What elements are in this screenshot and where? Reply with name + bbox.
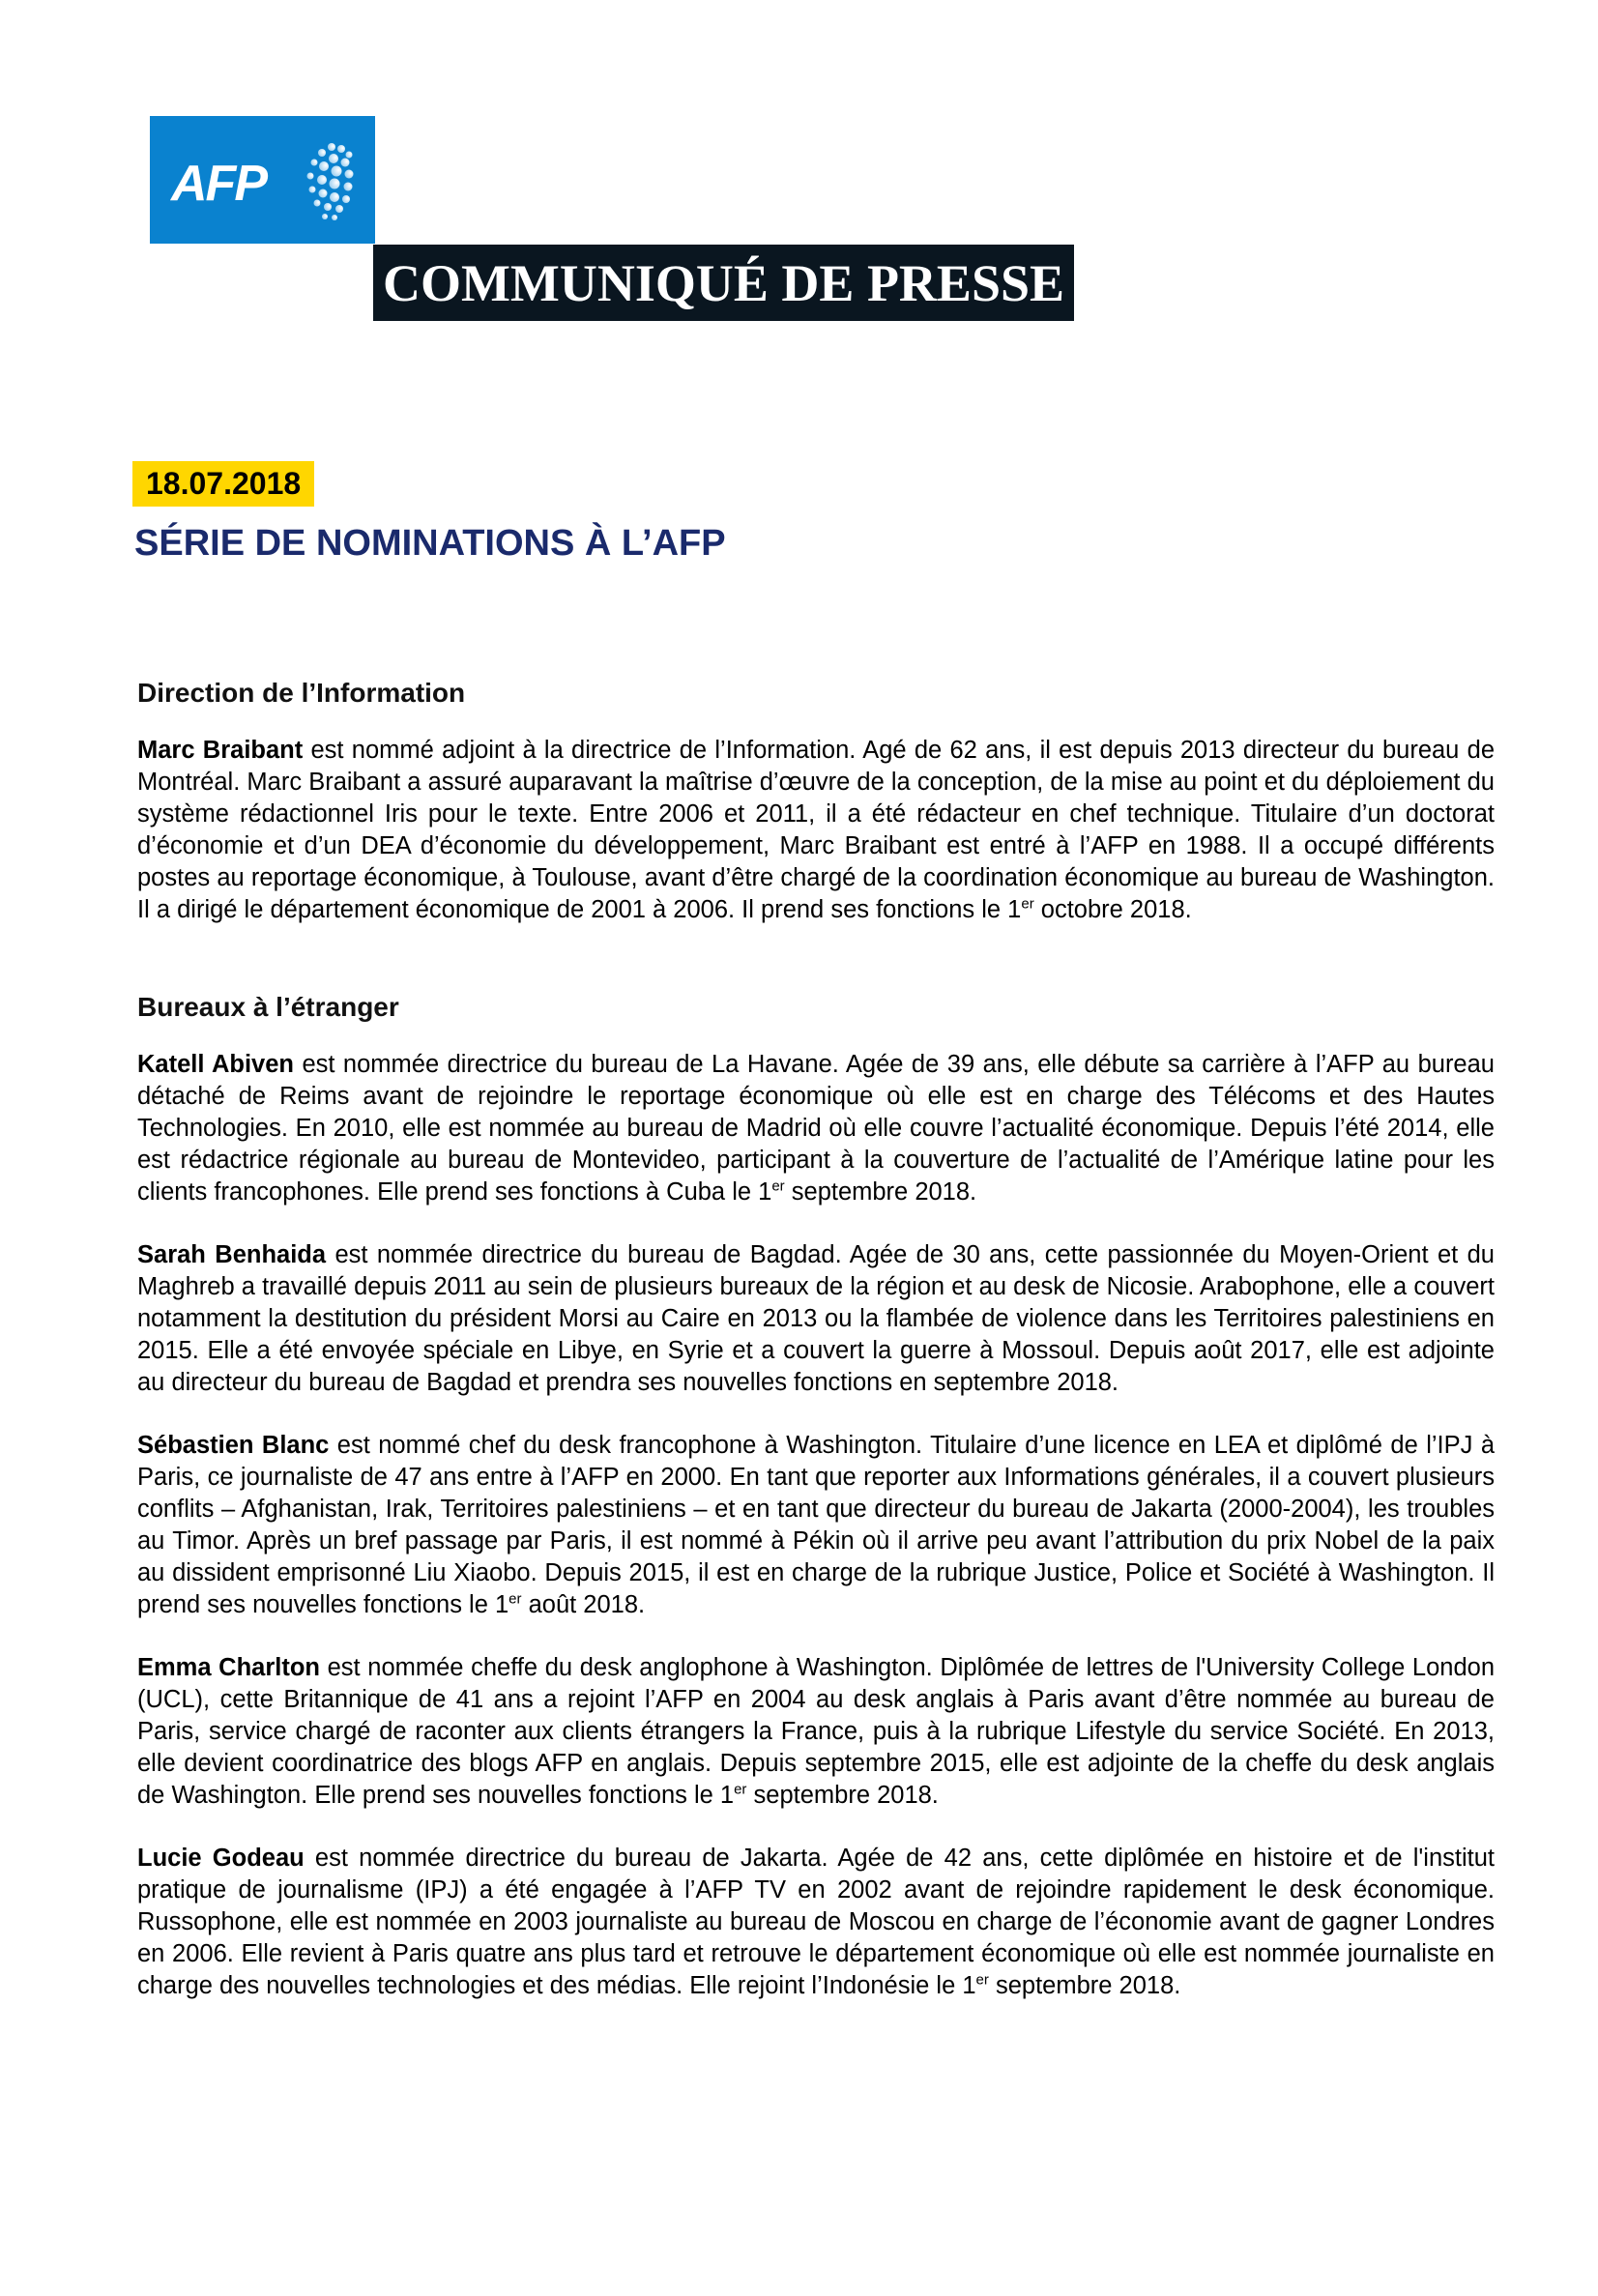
- date-badge: 18.07.2018: [132, 461, 314, 507]
- nomination-paragraph: [137, 1239, 1495, 1399]
- section-heading: Bureaux à l’étranger: [137, 992, 399, 1022]
- ordinal-suffix: er: [771, 1177, 785, 1195]
- person-name: Sarah Benhaida: [137, 1241, 327, 1268]
- paragraph-text-end: octobre 2018.: [1033, 896, 1192, 923]
- banner-label: COMMUNIQUÉ DE PRESSE: [382, 253, 1065, 312]
- afp-logo: [150, 116, 375, 244]
- globe-icon: [293, 135, 359, 224]
- nomination-paragraph: [137, 1652, 1495, 1812]
- section-direction-information: [137, 677, 1495, 926]
- section-bureaux-etranger: [137, 991, 1495, 2002]
- paragraph-text-end: août 2018.: [521, 1591, 646, 1618]
- ordinal-suffix: er: [734, 1781, 747, 1798]
- nomination-paragraph: [137, 1049, 1495, 1208]
- paragraph-text-end: septembre 2018.: [988, 1972, 1181, 1999]
- page-title: SÉRIE DE NOMINATIONS À L’AFP: [134, 523, 726, 564]
- nomination-paragraph: [137, 735, 1495, 926]
- ordinal-suffix: er: [975, 1971, 989, 1989]
- nomination-paragraph: [137, 1843, 1495, 2002]
- person-name: Marc Braibant: [137, 737, 304, 764]
- person-name: Emma Charlton: [137, 1654, 320, 1681]
- paragraph-text: est nommée directrice du bureau de Jakarta. Agée de 42 ans, cette diplômée en histoire et de l'institut pratique de journalisme (IPJ) a été engagée à l’AFP TV en 2002 avant de rejoindre rapidement le desk économique. Russophone, elle est nommée en 2003 journaliste au bureau de Moscou en charge de l’économie avant de gagner Londres en 2006. Elle revient à Paris quatre ans plus tard et retrouve le département économique où elle est nommée journaliste en charge des nouvelles technologies et des médias. Elle rejoint l’Indonésie le 1: [137, 1845, 1495, 1999]
- person-name: Lucie Godeau: [137, 1845, 305, 1872]
- afp-logo-text: AFP: [171, 156, 266, 212]
- nomination-paragraph: [137, 1430, 1495, 1621]
- paragraph-text-end: septembre 2018.: [784, 1178, 977, 1206]
- paragraph-text-end: septembre 2018.: [746, 1782, 939, 1809]
- paragraph-text: est nommé adjoint à la directrice de l’Information. Agé de 62 ans, il est depuis 2013 directeur du bureau de Montréal. Marc Braibant a assuré auparavant la maîtrise d’œuvre de la conception, de la mise au point et du déploiement du système rédactionnel Iris pour le texte. Entre 2006 et 2011, il a été rédacteur en chef technique. Titulaire d’un doctorat d’économie et d’un DEA d’économie du développement, Marc Braibant est entré à l’AFP en 1988. Il a occupé différents postes au reportage économique, à Toulouse, avant d’être chargé de la coordination économique au bureau de Washington. Il a dirigé le département économique de 2001 à 2006. Il prend ses fonctions le 1: [137, 737, 1495, 923]
- paragraph-text: est nommé chef du desk francophone à Washington. Titulaire d’une licence en LEA et diplômé de l’IPJ à Paris, ce journaliste de 47 ans entre à l’AFP en 2000. En tant que reporter aux Informations générales, il a couvert plusieurs conflits – Afghanistan, Irak, Territoires palestiniens – et en tant que directeur du bureau de Jakarta (2000-2004), les troubles au Timor. Après un bref passage par Paris, il est nommé à Pékin où il arrive peu avant l’attribution du prix Nobel de la paix au dissident emprisonné Liu Xiaobo. Depuis 2015, il est en charge de la rubrique Justice, Police et Société à Washington. Il prend ses nouvelles fonctions le 1: [137, 1432, 1495, 1618]
- paragraph-text: est nommée directrice du bureau de La Havane. Agée de 39 ans, elle débute sa carrière à l’AFP au bureau détaché de Reims avant de rejoindre le reportage économique où elle est en charge des Télécoms et des Hautes Technologies. En 2010, elle est nommée au bureau de Madrid où elle couvre l’actualité économique. Depuis l’été 2014, elle est rédactrice régionale au bureau de Montevideo, participant à la couverture de l’actualité de l’Amérique latine pour les clients francophones. Elle prend ses fonctions à Cuba le 1: [137, 1051, 1495, 1206]
- person-name: Sébastien Blanc: [137, 1432, 330, 1459]
- document-body: [137, 677, 1495, 2033]
- person-name: Katell Abiven: [137, 1051, 294, 1078]
- ordinal-suffix: er: [1021, 895, 1034, 913]
- press-release-banner: [373, 245, 1074, 321]
- paragraph-text: est nommée directrice du bureau de Bagdad. Agée de 30 ans, cette passionnée du Moyen-Orient et du Maghreb a travaillé depuis 2011 au sein de plusieurs bureaux de la région et au desk de Nicosie. Arabophone, elle a couvert notamment la destitution du président Morsi au Caire en 2013 ou la flambée de violence dans les Territoires palestiniens en 2015. Elle a été envoyée spéciale en Libye, en Syrie et a couvert la guerre à Mossoul. Depuis août 2017, elle est adjointe au directeur du bureau de Bagdad et prendra ses nouvelles fonctions en septembre 2018.: [137, 1241, 1495, 1396]
- paragraph-text: est nommée cheffe du desk anglophone à Washington. Diplômée de lettres de l'University College London (UCL), cette Britannique de 41 ans a rejoint l’AFP en 2004 au desk anglais à Paris avant d’être nommée au bureau de Paris, service chargé de raconter aux clients étrangers la France, puis à la rubrique Lifestyle du service Société. En 2013, elle devient coordinatrice des blogs AFP en anglais. Depuis septembre 2015, elle est adjointe de la cheffe du desk anglais de Washington. Elle prend ses nouvelles fonctions le 1: [137, 1654, 1496, 1809]
- ordinal-suffix: er: [508, 1590, 522, 1608]
- section-heading: Direction de l’Information: [137, 678, 466, 708]
